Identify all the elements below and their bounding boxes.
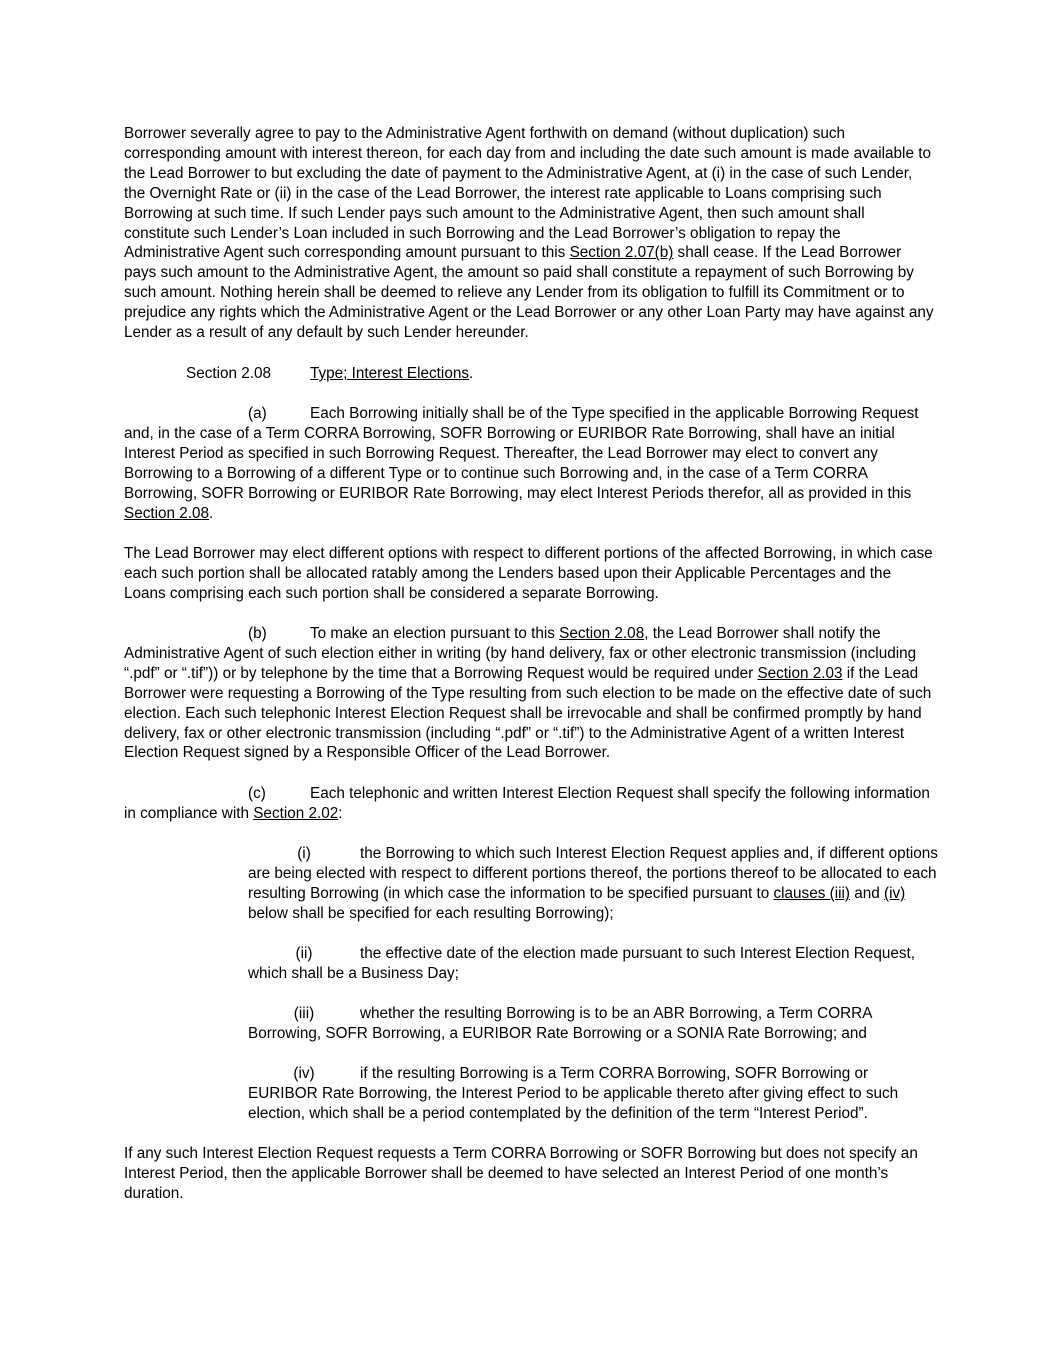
clause-label-ii: (ii): [295, 945, 313, 962]
clause-label-b: (b): [248, 625, 267, 642]
section-reference-2-03: Section 2.03: [757, 664, 843, 682]
paragraph-text: :: [338, 804, 343, 822]
clause-reference-iii: clauses (iii): [773, 884, 850, 902]
paragraph-text: If any such Interest Election Request requests a Term CORRA Borrowing or SOFR Borrowing but does not specify an Interest Period, then the applicable Borrower shall be deemed to have selected an Interest Period of one month’s duration.: [124, 1145, 918, 1202]
subclause-iv: [248, 1064, 938, 1124]
clause-label-a: (a): [248, 405, 267, 422]
section-reference-2-02: Section 2.02: [253, 804, 339, 822]
subclause-i: [248, 844, 938, 924]
paragraph-different-options: [124, 544, 934, 604]
paragraph-text: Each Borrowing initially shall be of the Type specified in the applicable Borrowing Request and, in the case of a Term CORRA Borrowing, SOFR Borrowing or EURIBOR Rate Borrowing, shall have an initial Interest Period as specified in such Borrowing Request. Thereafter, the Lead Borrower may elect to convert any Borrowing to a Borrowing of a different Type or to continue such Borrowing and, in the case of a Term CORRA Borrowing, SOFR Borrowing or EURIBOR Rate Borrowing, may elect Interest Periods therefor, all as provided in this: [124, 405, 919, 502]
subclause-ii: [248, 944, 938, 984]
paragraph-borrower-payment: [124, 124, 934, 343]
paragraph-text: the Borrowing to which such Interest Election Request applies and, if different options are being elected with respect to different portions thereof, the portions thereof to be allocated to each resulting Borrowing (in which case the information to be specified pursuant to: [248, 845, 938, 902]
paragraph-b: [124, 624, 934, 763]
section-reference-2-08: Section 2.08: [124, 504, 210, 522]
paragraph-default-interest-period: [124, 1144, 934, 1204]
paragraph-text: and: [849, 884, 885, 902]
paragraph-text: .: [209, 504, 214, 522]
paragraph-text: if the resulting Borrowing is a Term CORRA Borrowing, SOFR Borrowing or EURIBOR Rate Borrowing, the Interest Period to be applicable thereto after giving effect to such election, which shall be a period contemplated by the definition of the term “Interest Period”.: [248, 1065, 899, 1122]
subclause-iii: [248, 1004, 938, 1044]
paragraph-text: To make an election pursuant to this: [310, 625, 560, 642]
clause-label-iii: (iii): [293, 1005, 315, 1022]
paragraph-text: The Lead Borrower may elect different options with respect to different portions of the affected Borrowing, in which case each such portion shall be allocated ratably among the Lenders based upon their Applicable Percentages and the Loans comprising each such portion shall be considered a separate Borrowing.: [124, 545, 933, 602]
paragraph-text: , the Lead Borrower shall notify the Administrative Agent of such election either in writing (by hand delivery, fax or other electronic transmission (including “.pdf” or “.tif”)) or by telephone by the time that a Borrowing Request would be required under: [124, 625, 917, 682]
clause-label-iv: (iv): [293, 1065, 315, 1082]
paragraph-text: Each telephonic and written Interest Election Request shall specify the following information in compliance with: [124, 785, 930, 822]
clause-label-i: (i): [297, 845, 311, 862]
clause-label-c: (c): [248, 785, 266, 802]
paragraph-a: [124, 404, 934, 523]
paragraph-text: the effective date of the election made pursuant to such Interest Election Request, which shall be a Business Day;: [248, 945, 915, 982]
section-title-period: .: [469, 365, 474, 382]
clause-reference-iv: (iv): [884, 884, 906, 902]
paragraph-text: below shall be specified for each resulting Borrowing);: [248, 904, 614, 922]
section-heading: [186, 364, 473, 384]
paragraph-text: Borrower severally agree to pay to the Administrative Agent forthwith on demand (without duplication) such corresponding amount with interest thereon, for each day from and including the date such amount is made available to the Lead Borrower to but excluding the date of payment to the Administrative Agent, at (i) in the case of such Lender, the Overnight Rate or (ii) in the case of the Lead Borrower, the interest rate applicable to Loans comprising such Borrowing at such time. If such Lender pays such amount to the Administrative Agent, then such amount shall constitute such Lender’s Loan included in such Borrowing and the Lead Borrower’s obligation to repay the Administrative Agent such corresponding amount pursuant to this: [124, 125, 931, 262]
paragraph-text: shall cease. If the Lead Borrower pays such amount to the Administrative Agent, the amount so paid shall constitute a repayment of such Borrowing by such amount. Nothing herein shall be deemed to relieve any Lender from its obligation to fulfill its Commitment or to prejudice any rights which the Administrative Agent or the Lead Borrower or any other Loan Party may have against any Lender as a result of any default by such Lender hereunder.: [124, 244, 934, 342]
section-number: Section 2.08: [186, 365, 272, 382]
section-title: Type; Interest Elections: [310, 365, 469, 382]
paragraph-c: [124, 784, 934, 824]
section-reference-2-07b: Section 2.07(b): [569, 244, 674, 262]
paragraph-text: whether the resulting Borrowing is to be an ABR Borrowing, a Term CORRA Borrowing, SOFR Borrowing, a EURIBOR Rate Borrowing or a SONIA Rate Borrowing; and: [248, 1005, 872, 1042]
section-reference-2-08: Section 2.08: [559, 625, 645, 642]
paragraph-text: if the Lead Borrower were requesting a Borrowing of the Type resulting from such election to be made on the effective date of such election. Each such telephonic Interest Election Request shall be irrevocable and shall be confirmed promptly by hand delivery, fax or other electronic transmission (including “.pdf” or “.tif”) to the Administrative Agent of a written Interest Election Request signed by a Responsible Officer of the Lead Borrower.: [124, 664, 932, 762]
